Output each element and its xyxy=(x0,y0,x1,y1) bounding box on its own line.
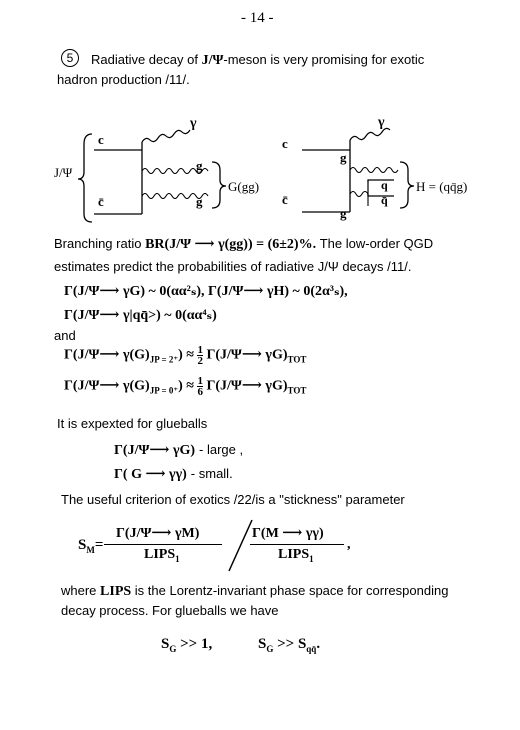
feynman-diagrams xyxy=(0,100,520,230)
eq4-num: 1 xyxy=(197,375,203,387)
equation-4: Γ(J/Ψ⟶ $\gamma(G)_{JP = 0^+}$) ≈ $\frac{1}{6}$ Γ(J/Ψ⟶ $\gamma G)_{TOT}$ xyxy=(64,375,307,398)
sg1-sub: G xyxy=(169,644,177,654)
eq3-fraction xyxy=(197,345,203,366)
eq4-lhs: Γ(J/Ψ⟶ γ(G) xyxy=(64,378,150,394)
label-cbar-1: c̄ xyxy=(98,194,104,209)
sm-den-2 xyxy=(278,547,314,564)
sg-relation-2 xyxy=(258,636,320,654)
eq4-den: 6 xyxy=(197,386,203,398)
label-q-2: q xyxy=(381,178,388,192)
photon-line-2 xyxy=(350,128,390,140)
label-g-top-1: g xyxy=(196,158,203,173)
h-brace xyxy=(400,162,414,208)
photon-line-1 xyxy=(142,130,190,142)
lips-label-1: LIPS xyxy=(144,547,176,562)
sm-lhs: $S_M=$ xyxy=(78,537,104,555)
fraction-bar-2 xyxy=(250,544,344,545)
eq3-num: 1 xyxy=(197,344,203,356)
where-text-c: is the Lorentz-invariant phase space for corresponding xyxy=(134,583,449,598)
gb1-math: Γ(J/Ψ⟶ γG) xyxy=(114,443,196,458)
sm-num-1: Γ(J/Ψ⟶ γM) xyxy=(116,526,200,541)
eq4-approx: ≈ xyxy=(186,378,194,394)
glueball-condition-1 xyxy=(114,441,243,459)
label-jpsi-diagram: J/Ψ xyxy=(54,165,73,180)
estimates-line: estimates predict the probabilities of radiative J/Ψ decays /11/. xyxy=(54,259,412,274)
label-final-2: H = (qq̄g) xyxy=(416,179,468,194)
branching-line xyxy=(54,236,433,253)
sm-symbol: S xyxy=(78,537,87,553)
label-c-1: c xyxy=(98,132,104,147)
diagram-1 xyxy=(54,116,259,222)
eq4-tot: TOT xyxy=(287,385,307,396)
label-qbar-2: q̄ xyxy=(381,193,388,207)
where-text: where xyxy=(61,583,97,598)
equation-3: Γ(J/Ψ⟶ $\gamma(G)_{JP = 2^+}$) ≈ $\frac{1}{2}$ Γ(J/Ψ⟶ $\gamma G)_{TOT}$ xyxy=(64,344,307,367)
fraction-bar-1 xyxy=(104,544,222,545)
sg2-mid: >> S xyxy=(277,636,307,652)
intro-text-c: -meson is very promising for exotic xyxy=(223,52,425,67)
sm-comma: , xyxy=(347,537,351,552)
lips-label-2: LIPS xyxy=(278,547,310,562)
branching-text-c: The low-order QGD xyxy=(319,236,434,251)
label-final-1: G(gg) xyxy=(228,179,260,194)
diagram-2 xyxy=(282,115,467,221)
item-marker xyxy=(61,49,79,67)
gg-brace xyxy=(212,162,226,208)
label-gamma-2: γ xyxy=(378,115,385,130)
eq3-approx: ≈ xyxy=(186,347,194,363)
sg-relation-1 xyxy=(161,636,212,654)
jpsi-brace xyxy=(78,134,92,222)
glueballs-line: It is expexted for glueballs xyxy=(57,416,208,431)
intro-jpsi: J/Ψ xyxy=(201,53,224,68)
branching-formula: BR(J/Ψ ⟶ γ(gg)) = (6±2)%. xyxy=(145,237,317,252)
intro-line-2: hadron production /11/. xyxy=(57,72,190,87)
gb2-text: - small. xyxy=(190,466,233,481)
sg2-qq-sub: qq̄ xyxy=(306,644,317,654)
sg2-sub: G xyxy=(266,644,274,654)
glueball-condition-2 xyxy=(114,465,233,483)
label-cbar-2: c̄ xyxy=(282,192,288,207)
eq3-den: 2 xyxy=(197,355,203,367)
gb1-text: - large , xyxy=(199,442,244,457)
page-number: - 14 - xyxy=(241,10,274,26)
gluon-line-bottom-2 xyxy=(350,192,368,197)
sg1-rhs: >> 1, xyxy=(180,636,213,652)
eq3-rhs: Γ(J/Ψ⟶ γG) xyxy=(206,347,288,363)
eq3-sub: JP = 2⁺ xyxy=(149,354,179,365)
gluon-line-top-2 xyxy=(350,168,398,173)
sm-subscript: M xyxy=(86,545,95,555)
intro-line-1 xyxy=(91,52,424,69)
where-line-1 xyxy=(61,583,448,600)
sg2-period: . xyxy=(316,636,321,652)
label-gamma-1: γ xyxy=(190,116,197,131)
eq3-lhs: Γ(J/Ψ⟶ γ(G) xyxy=(64,347,150,363)
item-number: 5 xyxy=(61,49,79,67)
sg2-symbol: S xyxy=(258,636,267,652)
sg1-symbol: S xyxy=(161,636,170,652)
equation-1: Γ(J/Ψ⟶ γG) ~ 0(αα²ₛ), Γ(J/Ψ⟶ γH) ~ 0(2α³ₛ), xyxy=(64,284,348,299)
gb2-math: Γ( G ⟶ γγ) xyxy=(114,467,187,482)
sm-den-1 xyxy=(144,547,180,564)
equation-2: Γ(J/Ψ⟶ γ|qq̄>) ~ 0(αα⁴ₛ) xyxy=(64,308,217,323)
lips-sub-2: 1 xyxy=(309,553,314,564)
where-line-2: decay process. For glueballs we have xyxy=(61,603,279,618)
where-lips: LIPS xyxy=(100,584,132,599)
branching-text-a: Branching ratio xyxy=(54,236,142,251)
label-c-2: c xyxy=(282,136,288,151)
and-word: and xyxy=(54,328,76,343)
label-g-top-2: g xyxy=(340,150,347,165)
eq4-sub: JP = 0⁺ xyxy=(149,385,179,396)
eq4-fraction xyxy=(197,376,203,397)
intro-text-a: Radiative decay of xyxy=(91,52,198,67)
eq4-rhs: Γ(J/Ψ⟶ γG) xyxy=(206,378,288,394)
label-g-bottom-2: g xyxy=(340,206,347,221)
label-g-bottom-1: g xyxy=(196,194,203,209)
lips-sub-1: 1 xyxy=(175,553,180,564)
criterion-line: The useful criterion of exotics /22/is a "stickness" parameter xyxy=(61,492,405,507)
sm-num-2: Γ(M ⟶ γγ) xyxy=(252,526,324,541)
eq3-tot: TOT xyxy=(287,354,307,365)
